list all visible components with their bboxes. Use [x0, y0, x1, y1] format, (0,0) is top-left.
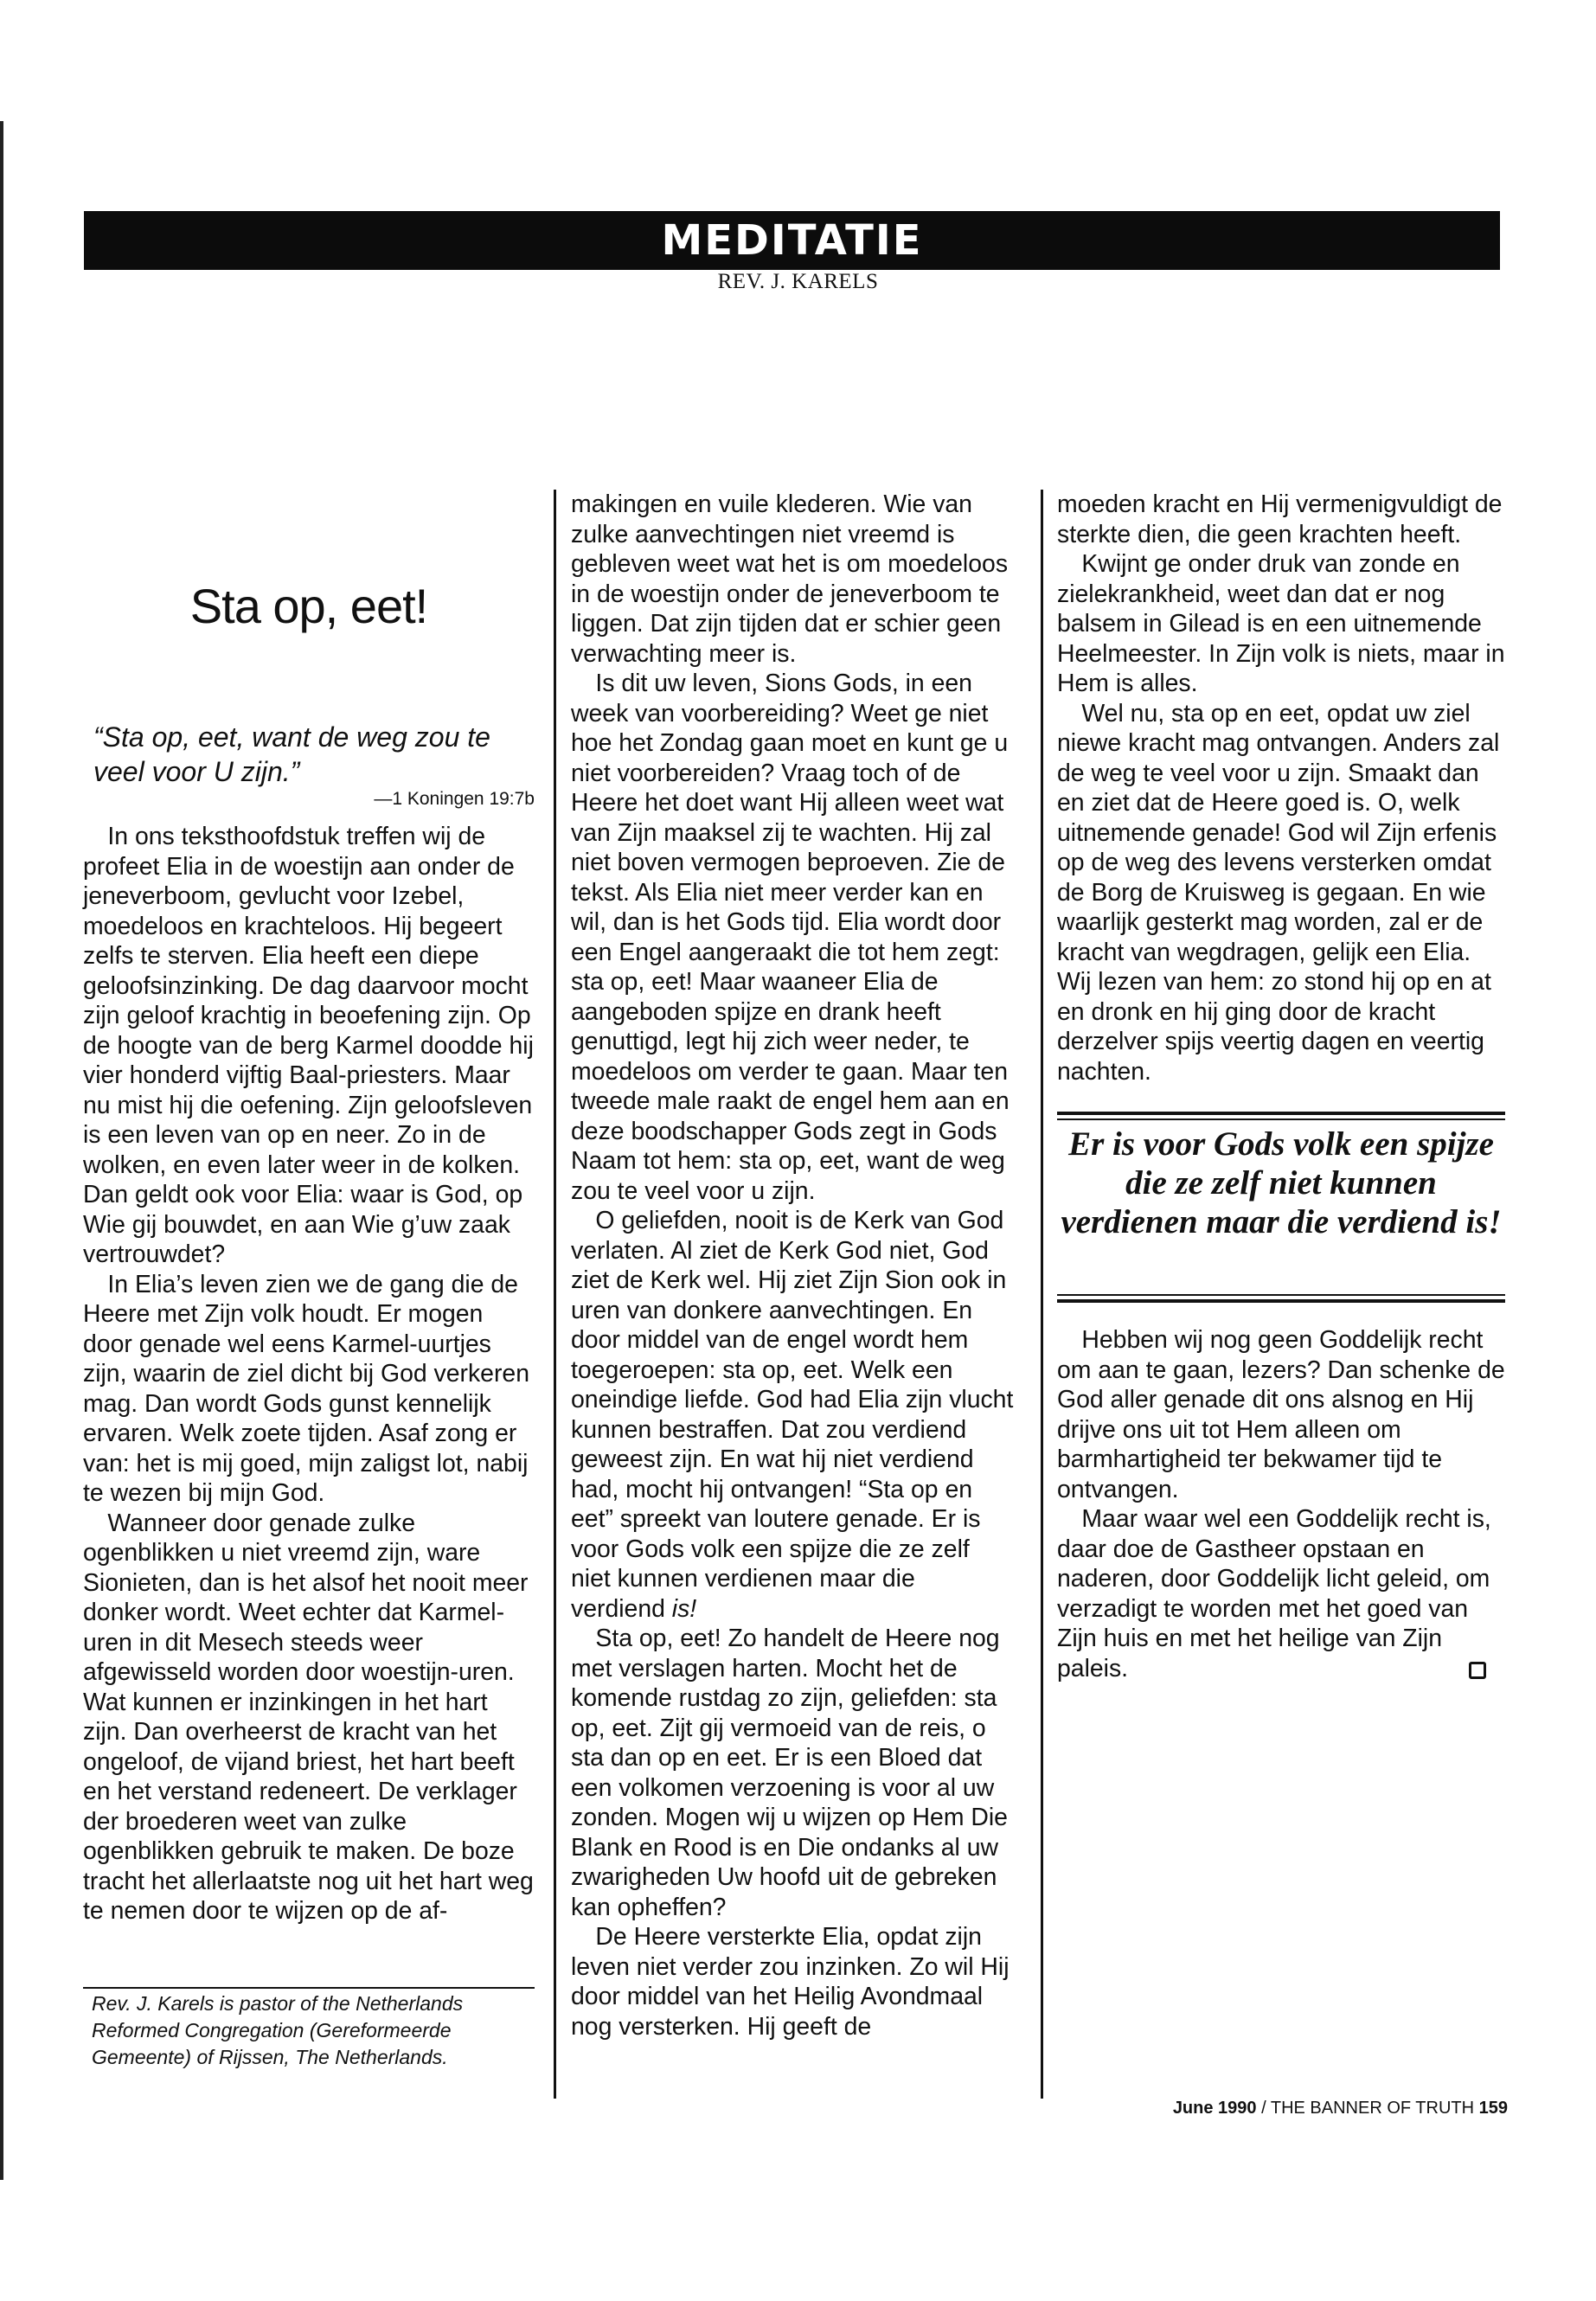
paragraph: moeden kracht en Hij vermenigvuldigt de sterkte dien, die geen krachten heeft. — [1057, 490, 1503, 548]
paragraph: Kwijnt ge onder druk van zonde en zielekrankheid, weet dan dat er nog balsem in Gilead is en een uitnemende Heelmeester. In Zijn volk is niets, maar in Hem is alles. — [1057, 550, 1505, 697]
author-byline: REV. J. KARELS — [717, 270, 879, 293]
issue-date: June 1990 — [1172, 2099, 1257, 2118]
paragraph: makingen en vuile klederen. Wie van zulke aanvechtingen niet vreemd is gebleven weet wat het is om moedeloos in de woestijn onder de jeneverboom te liggen. Dat zijn tijden dat er schier geen verwachting meer is. — [571, 490, 1009, 668]
paragraph: Wel nu, sta op en eet, opdat uw ziel niewe kracht mag ontvangen. Anders zal de weg te veel voor u zijn. Smaakt dan en ziet dat de Heere goed is. O, welk uitnemende genade! God wil Zijn erfenis op de weg des levens versterken omdat de Borg de Kruisweg is gegaan. En wie waarlijk gesterkt mag worden, zal er de kracht van wegdragen, gelijk een Elia. Wij lezen van hem: zo stond hij op en at en dronk en hij ging door de kracht derzelver spijs veertig dagen en veertig nachten. — [1057, 699, 1500, 1086]
pullquote-rule-top — [1057, 1112, 1505, 1115]
paragraph: In Elia’s leven zien we de gang die de Heere met Zijn volk houdt. Er mogen door genade wel eens Karmel-uurtjes zijn, waarin de ziel dicht bij God verkeren mag. Dan wordt Gods gunst kennelijk ervaren. Welk zoete tijden. Asaf zong er van: het is mij goed, mijn zaligst lot, nabij te wezen bij mijn God. — [83, 1270, 530, 1507]
publication-name: / THE BANNER OF TRUTH — [1261, 2099, 1475, 2118]
paragraph: In ons teksthoofdstuk treffen wij de profeet Elia in de woestijn aan onder de jeneverboom, gevlucht voor Izebel, moedeloos en krachteloos. Hij begeert zelfs te sterven. Elia heeft een diepe geloofsinzinking. De dag daarvoor mocht zijn geloof krachtig in beoefening zijn. Op de hoogte van de berg Karmel doodde hij vier honderd vijftig Baal-priesters. Maar nu mist hij die oefening. Zijn geloofsleven is een leven van op en neer. Zo in de wolken, en even later weer in de kolken. Dan geldt ook voor Elia: waar is God, op Wie gij bouwdet, en aan Wie g’uw zaak vertrouwdet? — [83, 823, 534, 1268]
paragraph-text: Maar waar wel een Goddelijk recht is, daar doe de Gastheer opstaan en naderen, door Goddelijk licht geleid, om verzadigt te worden met het goed van Zijn huis en met het heilige van Zijn paleis. — [1057, 1505, 1491, 1682]
emphasis: is! — [671, 1594, 697, 1623]
paragraph — [1057, 1504, 1505, 1683]
epigraph: “Sta op, eet, want de weg zou te veel voor U zijn.” — [93, 721, 490, 787]
column-3-continued — [1057, 1325, 1505, 1683]
pullquote-rule-top-thin — [1057, 1118, 1505, 1120]
pull-quote: Er is voor Gods volk een spijze die ze zelf niet kunnen verdienen maar die verdiend is! — [1061, 1125, 1502, 1240]
page-number: 159 — [1478, 2099, 1508, 2118]
column-1 — [83, 822, 535, 1926]
page-edge-left — [0, 121, 3, 2180]
paragraph: De Heere versterkte Elia, opdat zijn leven niet verder zou inzinken. Zo wil Hij door middel van het Heilig Avondmaal nog versterken. Hij geeft de — [571, 1923, 1010, 2041]
column-divider — [554, 490, 556, 2099]
paragraph: Hebben wij nog geen Goddelijk recht om aan te gaan, lezers? Dan schenke de God aller genade dit ons alsnog en Hij drijve ons uit tot Hem alleen om barmhartigheid ter bekwamer tijd te ontvangen. — [1057, 1326, 1505, 1503]
column-2 — [571, 490, 1014, 2041]
article-title: Sta op, eet! — [189, 579, 428, 633]
author-footnote: Rev. J. Karels is pastor of the Netherlands Reformed Congregation (Gereformeerde Gemeente) of Rijssen, The Netherlands. — [92, 1992, 464, 2068]
paragraph-text: O geliefden, nooit is de Kerk van God verlaten. Al ziet de Kerk God niet, God ziet de Kerk wel. Hij ziet Zijn Sion ook in uren van donkere aanvechtingen. En door middel van de engel wordt hem toegeroepen: sta op, eet. Welk een oneindige liefde. God had Elia zijn vlucht kunnen bestraffen. Dat zou verdiend geweest zijn. En wat hij niet verdiend had, mocht hij ontvangen! “Sta op en eet” spreekt van loutere genade. Er is voor Gods volk een spijze die ze zelf niet kunnen verdienen maar die verdiend — [571, 1207, 1014, 1623]
paragraph — [571, 1206, 1014, 1624]
paragraph: Wanneer door genade zulke ogenblikken u niet vreemd zijn, ware Sionieten, dan is het alsof het nooit meer donker wordt. Weet echter dat Karmel-uren in dit Mesech steeds weer afgewisseld worden door woestijn-uren. Wat kunnen er inzinkingen in het hart zijn. Dan overheerst de kracht van het ongeloof, de vijand briest, het hart beeft en het verstand redeneert. De verklager der broederen weet van zulke ogenblikken gebruik te maken. De boze tracht het allerlaatste nog uit het hart weg te nemen door te wijzen op de af- — [83, 1509, 534, 1925]
end-of-article-icon — [1469, 1662, 1486, 1679]
column-3 — [1057, 490, 1505, 1086]
paragraph: Is dit uw leven, Sions Gods, in een week van voorbereiding? Weet ge niet hoe het Zondag gaan moet en kunt ge u niet voorbereiden? Vraag toch of de Heere het doet want Hij alleen weet wat van Zijn maaksel zij te wachten. Hij zal niet boven vermogen beproeven. Zie de tekst. Als Elia niet meer verder kan en wil, dan is het Gods tijd. Elia wordt door een Engel aangeraakt die tot hem zegt: sta op, eet! Maar waaneer Elia de aangeboden spijze en drank heeft genuttigd, legt hij zich weer neder, te moedeloos om verder te gaan. Maar ten tweede male raakt de engel hem aan en deze boodschapper Gods zegt in Gods Naam tot hem: sta op, eet, want de weg zou te veel voor u zijn. — [571, 670, 1010, 1205]
paragraph: Sta op, eet! Zo handelt de Heere nog met verslagen harten. Mocht het de komende rustdag zo zijn, geliefden: sta op, eet. Zijt gij vermoeid van de reis, o sta dan op en eet. Er is een Bloed dat een volkomen verzoening is voor al uw zonden. Mogen wij u wijzen op Hem Die Blank en Rood is en Die ondanks al uw zwarigheden Uw hoofd uit de gebreken kan opheffen? — [571, 1625, 1008, 1921]
page-folio — [1173, 2099, 1508, 2118]
section-banner: MEDITATIE — [84, 211, 1500, 270]
column-divider — [1041, 490, 1043, 2099]
footnote-divider — [83, 1987, 535, 1989]
pullquote-rule-bottom-thin — [1057, 1294, 1505, 1296]
pullquote-rule-bottom — [1057, 1299, 1505, 1303]
epigraph-source: —1 Koningen 19:7b — [374, 789, 535, 809]
